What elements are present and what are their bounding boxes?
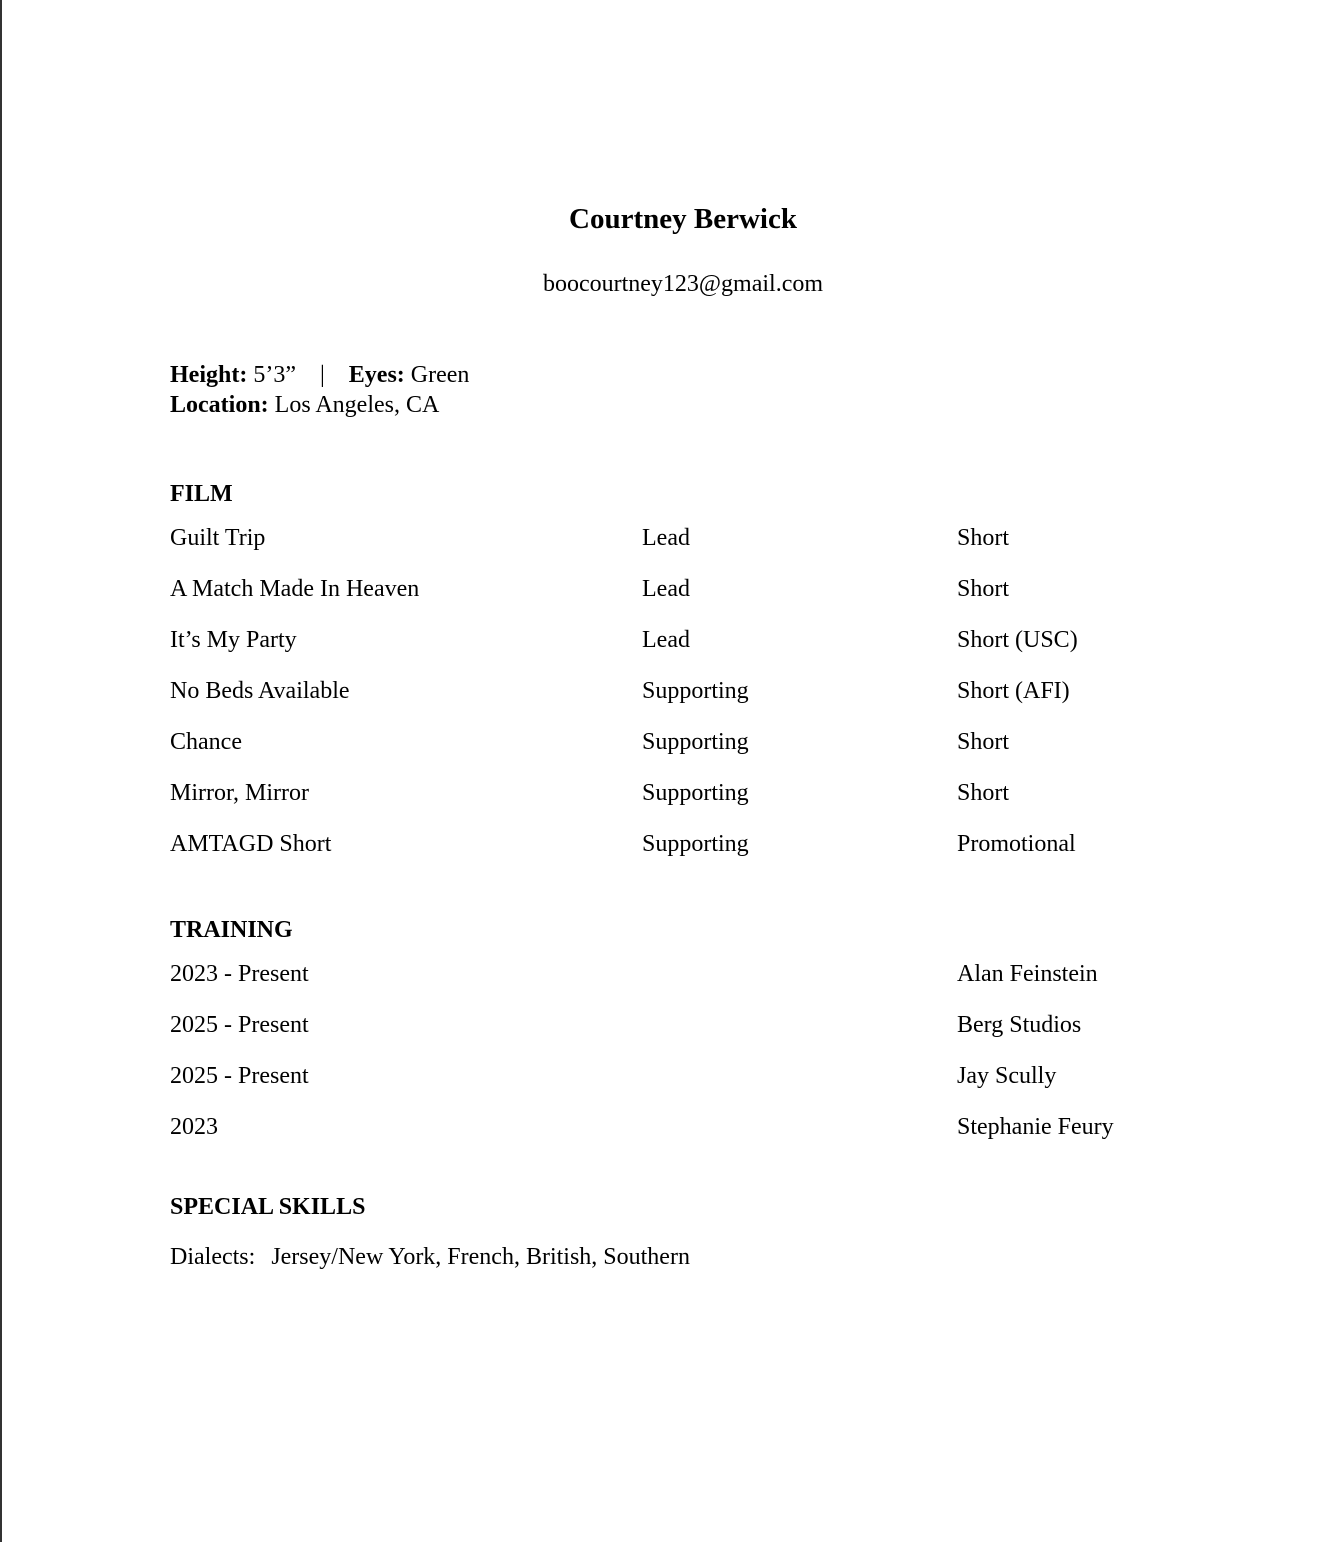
film-title: It’s My Party [170,627,297,653]
training-section [170,916,1196,1141]
film-title: Chance [170,729,242,755]
stats-block [170,360,1196,420]
film-title: Guilt Trip [170,525,266,551]
height-value: 5’3” [253,362,296,388]
training-row [170,1062,1196,1090]
film-type: Short (USC) [957,627,1078,653]
film-section [170,480,1196,858]
training-instructor: Berg Studios [957,1012,1082,1038]
film-title: Mirror, Mirror [170,780,310,806]
film-role: Lead [642,576,690,602]
dialects-label: Dialects: [170,1244,256,1270]
film-role: Lead [642,627,690,653]
film-role: Supporting [642,831,749,857]
eyes-label: Eyes: [348,362,405,388]
training-period: 2023 [170,1114,218,1140]
film-type: Short (AFI) [957,678,1070,704]
training-row [170,1011,1196,1039]
training-row [170,1113,1196,1141]
special-skills-heading: SPECIAL SKILLS [170,1194,366,1220]
training-instructor: Alan Feinstein [957,961,1098,987]
film-role: Supporting [642,729,749,755]
page-content [2,0,1338,1271]
training-row [170,960,1196,988]
location-label: Location: [170,392,269,418]
location-value: Los Angeles, CA [274,392,440,418]
dialects-value: Jersey/New York, French, British, Southern [271,1244,690,1270]
training-period: 2025 - Present [170,1063,309,1089]
stats-separator: | [319,362,325,388]
special-skills-section [170,1193,1196,1271]
training-instructor: Stephanie Feury [957,1114,1114,1140]
film-type: Short [957,525,1010,551]
film-row [170,626,1196,654]
film-title: AMTAGD Short [170,831,332,857]
film-type: Short [957,729,1010,755]
film-title: No Beds Available [170,678,350,704]
film-role: Supporting [642,678,749,704]
film-row [170,524,1196,552]
page-title: Courtney Berwick [569,203,797,235]
location-line [170,390,1196,420]
training-heading: TRAINING [170,917,293,943]
eyes-value: Green [410,362,470,388]
dialects-line [170,1243,1196,1271]
film-role: Supporting [642,780,749,806]
training-period: 2025 - Present [170,1012,309,1038]
film-heading: FILM [170,481,233,507]
training-instructor: Jay Scully [957,1063,1057,1089]
film-type: Short [957,780,1010,806]
height-eyes-line [170,360,1196,390]
training-period: 2023 - Present [170,961,309,987]
film-row [170,779,1196,807]
film-type: Promotional [957,831,1076,857]
film-type: Short [957,576,1010,602]
film-row [170,830,1196,858]
film-role: Lead [642,525,690,551]
film-row [170,677,1196,705]
email-text: boocourtney123@gmail.com [542,271,824,297]
film-row [170,728,1196,756]
film-row [170,575,1196,603]
height-label: Height: [170,362,248,388]
film-title: A Match Made In Heaven [170,576,420,602]
